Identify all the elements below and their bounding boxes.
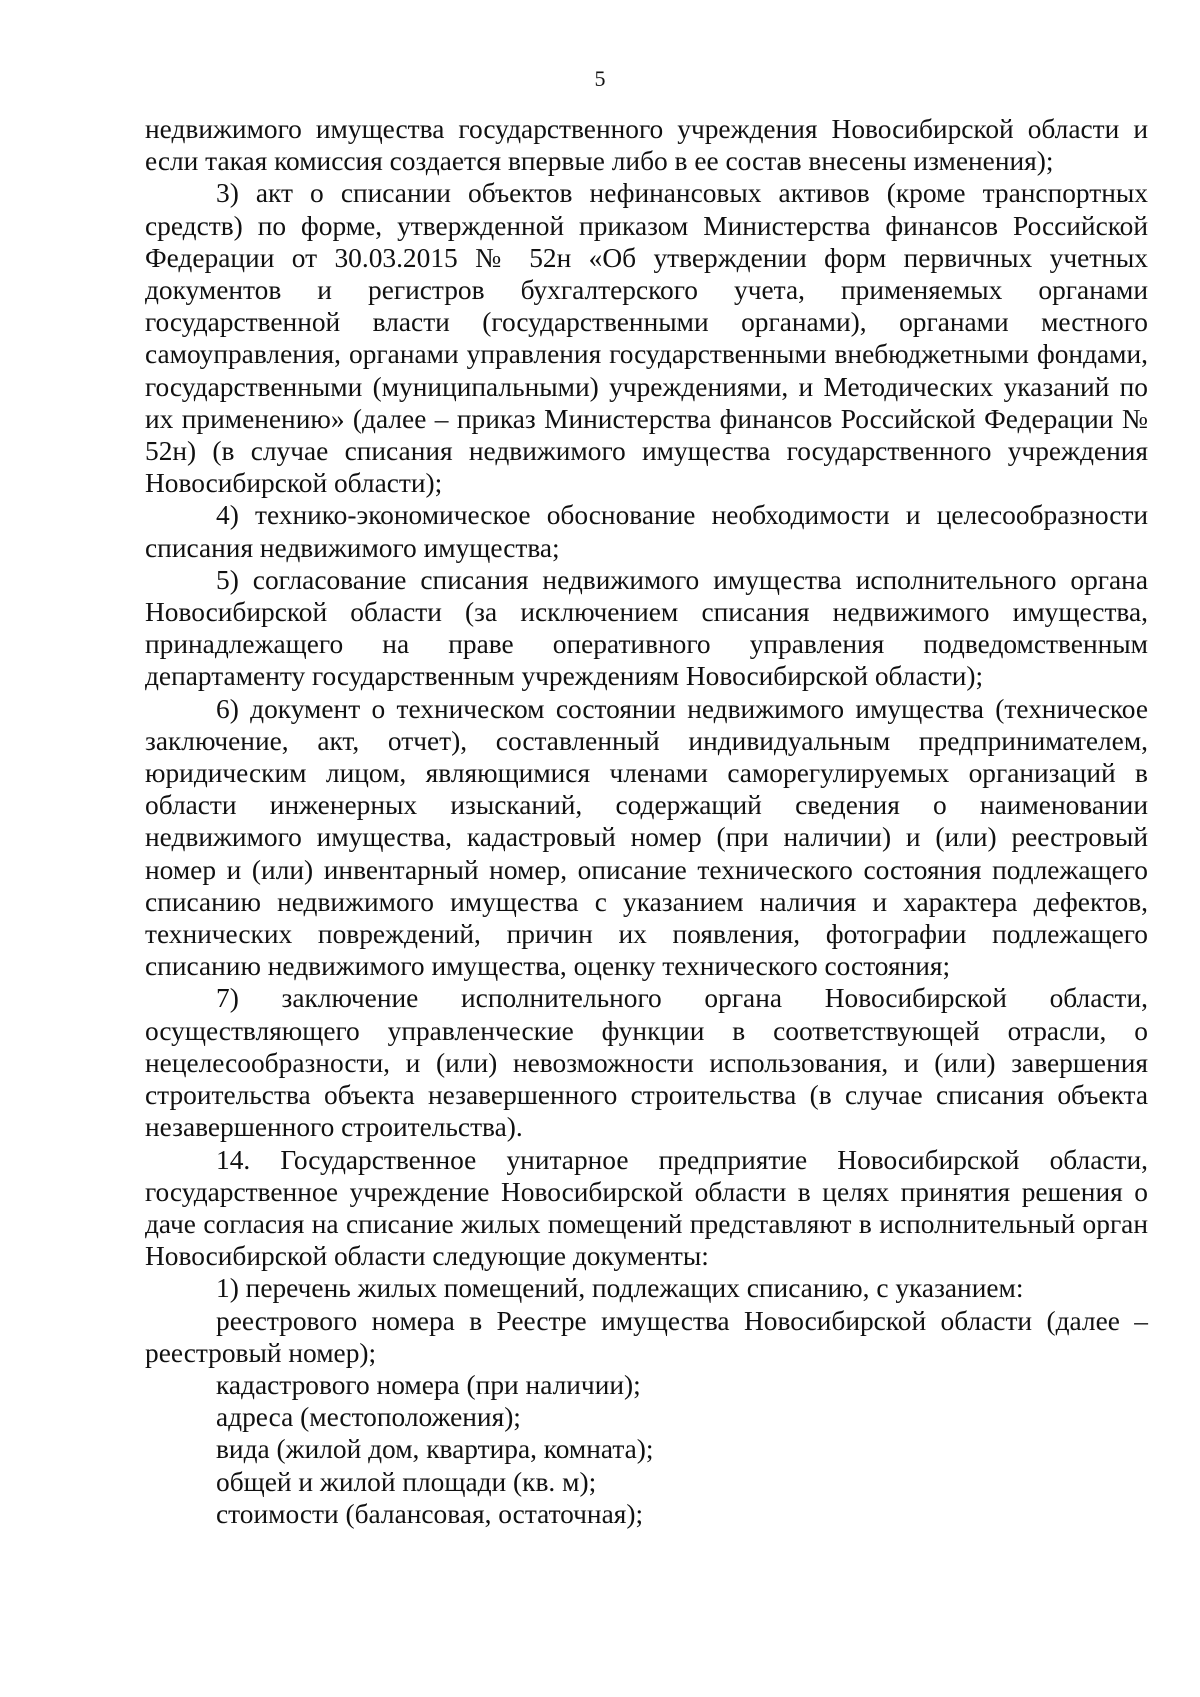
paragraph-item-5: 5) согласование списания недвижимого имущества исполнительного органа Новосибирской области (за исключением списания недвижимого имущества, принадлежащего на праве оперативного управления подведомственным департаменту государственным учреждениям Новосибирской области); [145, 564, 1148, 692]
paragraph-item-3: 3) акт о списании объектов нефинансовых активов (кроме транспортных средств) по форме, утвержденной приказом Министерства финансов Российской Федерации от 30.03.2015 № 52н «Об утверждении форм первичных учетных документов и регистров бухгалтерского учета, применяемых органами государственной власти (государственными органами), органами местного самоуправления, органами управления государственными внебюджетными фондами, государственными (муниципальными) учреждениями, и Методических указаний по их применению» (далее – приказ Министерства финансов Российской Федерации № 52н) (в случае списания недвижимого имущества государственного учреждения Новосибирской области); [145, 178, 1148, 499]
paragraph-type: вида (жилой дом, квартира, комната); [216, 1434, 654, 1465]
paragraph-registry-number: реестрового номера в Реестре имущества Новосибирской области (далее – реестровый номер); [145, 1305, 1148, 1368]
paragraph-clause-14-item-1: 1) перечень жилых помещений, подлежащих списанию, с указанием: [216, 1273, 1024, 1304]
paragraph-area: общей и жилой площади (кв. м); [216, 1466, 597, 1497]
document-body [145, 113, 1148, 1530]
paragraph-item-7: 7) заключение исполнительного органа Новосибирской области, осуществляющего управленческие функции в соответствующей отрасли, о нецелесообразности, и (или) невозможности использования, и (или) завершения строительства объекта незавершенного строительства (в случае списания объекта незавершенного строительства). [145, 983, 1148, 1143]
paragraph-cadastral-number: кадастрового номера (при наличии); [216, 1369, 641, 1400]
page-number: 5 [594, 66, 606, 91]
paragraph-clause-14: 14. Государственное унитарное предприятие Новосибирской области, государственное учреждение Новосибирской области в целях принятия решения о даче согласия на списание жилых помещений представляют в исполнительный орган Новосибирской области следующие документы: [145, 1144, 1148, 1272]
paragraph-item-4: 4) технико-экономическое обоснование необходимости и целесообразности списания недвижимого имущества; [145, 500, 1148, 563]
paragraph-item-6: 6) документ о техническом состоянии недвижимого имущества (техническое заключение, акт, отчет), составленный индивидуальным предпринимателем, юридическим лицом, являющимися членами саморегулируемых организаций в области инженерных изысканий, содержащий сведения о наименовании недвижимого имущества, кадастровый номер (при наличии) и (или) реестровый номер и (или) инвентарный номер, описание технического состояния подлежащего списанию недвижимого имущества с указанием наличия и характера дефектов, технических повреждений, причин их появления, фотографии подлежащего списанию недвижимого имущества, оценку технического состояния; [145, 693, 1148, 982]
paragraph-cost: стоимости (балансовая, остаточная); [216, 1498, 644, 1529]
paragraph-address: адреса (местоположения); [216, 1402, 521, 1433]
paragraph-continuation: недвижимого имущества государственного учреждения Новосибирской области и если такая комиссия создается впервые либо в ее состав внесены изменения); [145, 114, 1148, 177]
